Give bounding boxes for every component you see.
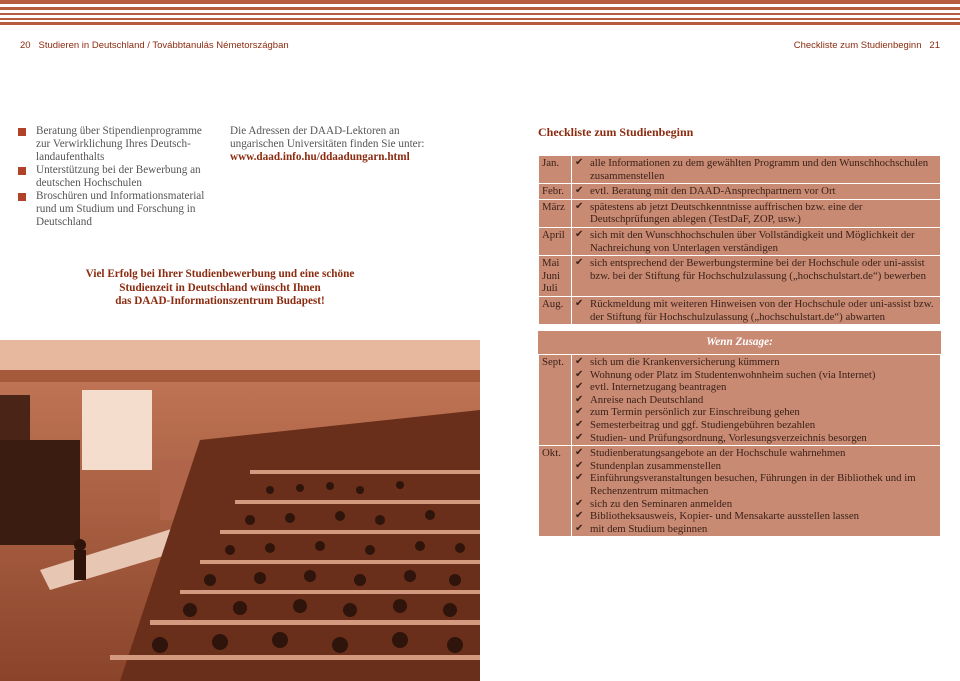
task-text: spätestens ab jetzt Deutschkenntnisse auffrischen bzw. eine der Deutschprüfungen ablegen (TestDaF, ZOP, usw.) [590, 200, 863, 226]
table-row [539, 228, 940, 256]
list-item [575, 381, 938, 394]
month-label: April [539, 228, 572, 255]
task-list [572, 256, 940, 296]
list-item [575, 369, 938, 382]
checkmark-icon: ✔ [575, 472, 584, 484]
checkmark-icon: ✔ [575, 431, 584, 443]
task-text: Stundenplan zusammenstellen [590, 459, 722, 472]
task-text: Anreise nach Deutschland [590, 393, 704, 406]
list-item [575, 432, 938, 445]
list-item [575, 229, 938, 254]
table-row [539, 256, 940, 297]
task-text: Studien- und Prüfungsordnung, Vorlesungsverzeichnis besorgen [590, 431, 867, 444]
task-list [572, 156, 940, 183]
checkmark-icon: ✔ [575, 447, 584, 459]
month-label: Aug. [539, 297, 572, 324]
task-list [572, 228, 940, 255]
list-item [575, 201, 938, 226]
list-item: Broschüren und Informationsmaterial rund um Studium und Forschung in Deutschland [18, 190, 218, 229]
address-text: Die Adressen der DAAD-Lektoren an ungarischen Universitäten finden Sie unter: [230, 125, 425, 150]
task-text: sich um die Krankenversicherung kümmern [590, 356, 780, 368]
checklist-table-before [538, 155, 941, 325]
checkmark-icon: ✔ [575, 497, 584, 509]
month-label: Okt. [539, 446, 572, 536]
list-item [575, 406, 938, 419]
task-list [572, 355, 940, 445]
checklist-table-after [538, 354, 941, 537]
left-page-header [20, 40, 289, 51]
table-row [539, 297, 940, 324]
header-stripes [0, 0, 960, 26]
task-list [572, 446, 940, 536]
list-item [575, 419, 938, 432]
month-label: Mai Juni Juli [539, 256, 572, 296]
list-item: Unterstützung bei der Bewerbung an deutschen Hochschulen [18, 164, 218, 190]
month-label: Febr. [539, 184, 572, 199]
task-text: sich zu den Seminaren anmelden [590, 497, 733, 510]
list-item [575, 498, 938, 511]
list-item [575, 510, 938, 523]
month-label: März [539, 200, 572, 227]
task-text: Bibliotheksausweis, Kopier- und Mensakarte ausstellen lassen [590, 510, 860, 523]
right-page-number: 21 [929, 40, 940, 51]
left-page-number: 20 [20, 40, 31, 51]
task-list [572, 184, 940, 199]
task-list [572, 297, 940, 324]
checkmark-icon: ✔ [575, 381, 584, 393]
task-text: zum Termin persönlich zur Einschreibung gehen [590, 406, 800, 419]
checkmark-icon: ✔ [575, 368, 584, 380]
lector-addresses [230, 125, 430, 164]
task-text: Rückmeldung mit weiteren Hinweisen von der Hochschule oder uni-assist bzw. der Stiftung für Hochschulzulassung („hochschulstart.de“) abwarten [590, 297, 934, 323]
checkmark-icon: ✔ [575, 228, 584, 240]
address-link[interactable]: www.daad.info.hu/ddaadungarn.html [230, 151, 410, 163]
task-text: sich entsprechend der Bewerbungstermine bei der Hochschule oder uni-assist bzw. bei der Stiftung für Hochschulzulassung („hochschulstart.de“) bewerben [590, 257, 926, 282]
task-text: alle Informationen zu dem gewählten Programm und den Wunschhochschulen zusammenstellen [590, 157, 929, 182]
checkmark-icon: ✔ [575, 356, 584, 367]
checkmark-icon: ✔ [575, 257, 584, 269]
task-text: mit dem Studium beginnen [590, 522, 708, 535]
list-item [575, 185, 938, 198]
task-text: Studienberatungsangebote an der Hochschule wahrnehmen [590, 447, 846, 460]
list-item [575, 394, 938, 407]
list-item [575, 257, 938, 282]
list-item [575, 298, 938, 323]
square-bullet-icon [18, 193, 26, 201]
checkmark-icon: ✔ [575, 522, 584, 534]
month-label: Jan. [539, 156, 572, 183]
list-item [575, 356, 938, 369]
checkmark-icon: ✔ [575, 510, 584, 522]
list-item: Beratung über Stipendienprogramme zur Verwirklichung Ihres Deutsch-landaufenthalts [18, 125, 218, 164]
checklist-title: Checkliste zum Studienbeginn [538, 125, 694, 139]
checkmark-icon: ✔ [575, 406, 584, 418]
square-bullet-icon [18, 167, 26, 175]
month-label: Sept. [539, 355, 572, 445]
checkmark-icon: ✔ [575, 418, 584, 430]
services-list [18, 125, 218, 229]
task-text: Einführungsveranstaltungen besuchen, Führungen in der Bibliothek und im Rechenzentrum mitmachen [590, 472, 916, 497]
task-text: sich mit den Wunschhochschulen über Vollständigkeit und Möglichkeit der Nachreichung von Unterlagen verständigen [590, 228, 915, 254]
left-page-title: Studieren in Deutschland / Továbbtanulás Németországban [38, 40, 289, 51]
zusage-banner: Wenn Zusage: [538, 331, 941, 354]
list-item [575, 523, 938, 536]
task-text: evtl. Internetzugang beantragen [590, 381, 727, 394]
list-item [575, 472, 938, 497]
right-page-title: Checkliste zum Studienbeginn [793, 40, 922, 51]
square-bullet-icon [18, 128, 26, 136]
table-row [539, 355, 940, 446]
task-text: Semesterbeitrag und ggf. Studiengebühren bezahlen [590, 418, 816, 431]
checkmark-icon: ✔ [575, 157, 584, 168]
closing-wish: Viel Erfolg bei Ihrer Studienbewerbung und eine schöne Studienzeit in Deutschland wünscht Ihnen das DAAD-Informationszentrum Budapest! [85, 268, 355, 307]
right-page-header [794, 40, 940, 51]
table-row [539, 156, 940, 184]
checkmark-icon: ✔ [575, 185, 584, 197]
table-row [539, 446, 940, 536]
list-item [575, 447, 938, 460]
checkmark-icon: ✔ [575, 459, 584, 471]
lecture-hall-photo [0, 340, 480, 681]
table-row [539, 200, 940, 228]
task-list [572, 200, 940, 227]
table-row [539, 184, 940, 200]
checkmark-icon: ✔ [575, 200, 584, 212]
checkmark-icon: ✔ [575, 297, 584, 309]
checkmark-icon: ✔ [575, 393, 584, 405]
list-item [575, 157, 938, 182]
task-text: Wohnung oder Platz im Studentenwohnheim suchen (via Internet) [590, 368, 876, 381]
list-item [575, 460, 938, 473]
task-text: evtl. Beratung mit den DAAD-Ansprechpartnern vor Ort [590, 185, 836, 198]
